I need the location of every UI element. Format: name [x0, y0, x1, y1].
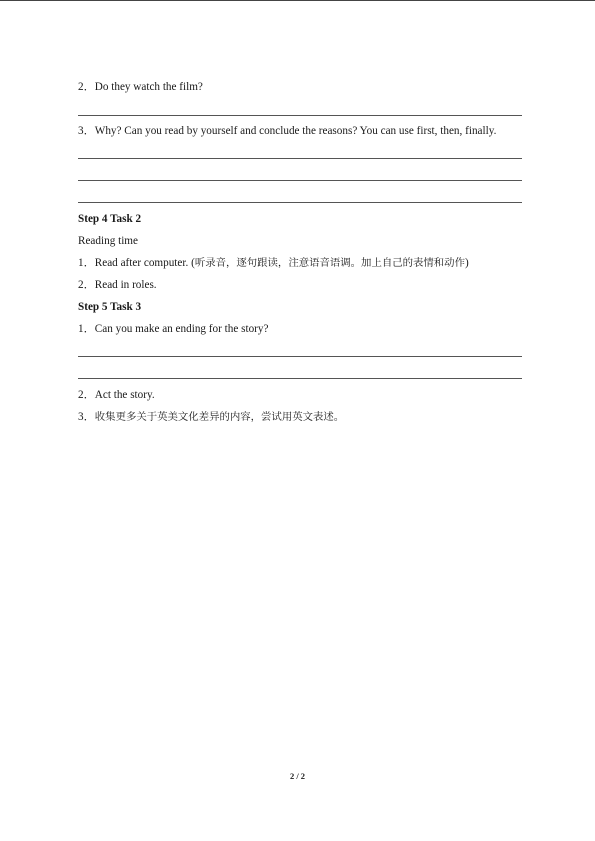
read-after-suffix: ): [464, 257, 469, 269]
step-4-heading: Step 4 Task 2: [78, 213, 142, 225]
ending-question: 1．Can you make an ending for the story?: [78, 323, 269, 335]
question-watch-film: 2．Do they watch the film?: [78, 81, 203, 93]
step-5-heading: Step 5 Task 3: [78, 301, 142, 313]
collect-chinese-text: 收集更多关于英美文化差异的内容，尝试用英文表述。: [94, 411, 345, 423]
read-in-roles-item: 2．Read in roles.: [78, 279, 157, 291]
answer-line-4[interactable]: [78, 202, 522, 203]
page-number: 2 / 2: [289, 771, 306, 781]
read-after-chinese-note: 听录音，逐句跟读，注意语音语调。加上自己的表情和动作: [194, 257, 465, 269]
page-top-border: [0, 0, 595, 1]
answer-line-2[interactable]: [78, 158, 522, 159]
collect-prefix: 3．: [78, 411, 95, 423]
act-story-item: 2．Act the story.: [78, 389, 155, 401]
reading-time-label: Reading time: [78, 235, 138, 247]
question-why-reasons: 3．Why? Can you read by yourself and conclude the reasons? You can use first, then, finally.: [78, 125, 497, 137]
answer-line-5[interactable]: [78, 356, 522, 357]
read-after-computer-item: [78, 256, 469, 270]
read-after-prefix: 1．Read after computer. (: [78, 257, 195, 269]
answer-line-3[interactable]: [78, 180, 522, 181]
collect-culture-item: [78, 410, 344, 424]
answer-line-1[interactable]: [78, 115, 522, 116]
answer-line-6[interactable]: [78, 378, 522, 379]
